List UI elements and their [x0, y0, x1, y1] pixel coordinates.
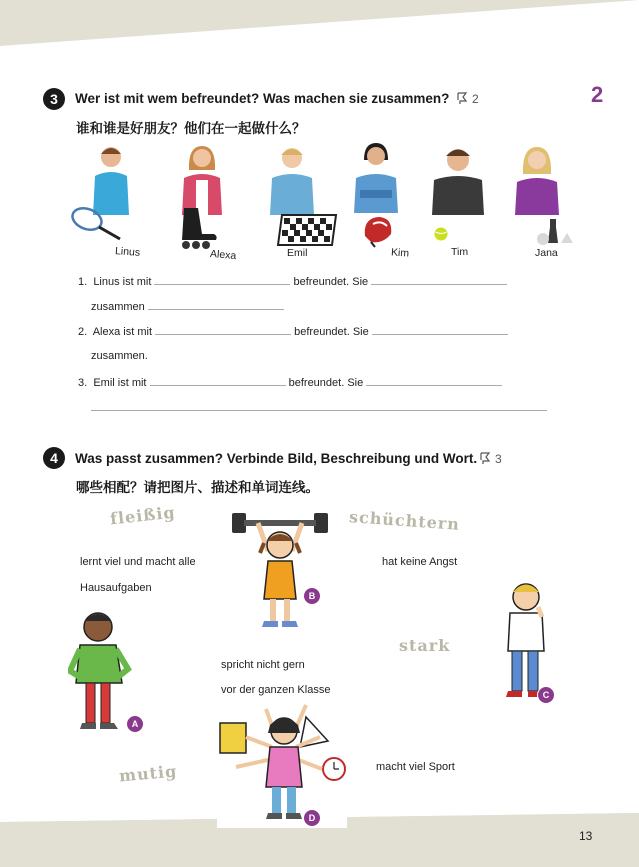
tennis-ball-icon — [434, 227, 448, 241]
sentence-number: 3. — [78, 377, 88, 389]
figure-c-boy-shy[interactable] — [498, 577, 558, 701]
exercise-4-title-cn: 哪些相配？请把图片、描述和单词连线。 — [76, 480, 319, 496]
sentence-text: Alexa ist mit — [92, 326, 152, 338]
exercise-3-audio[interactable] — [456, 92, 479, 106]
sentence-number: 1. — [78, 276, 88, 288]
audio-track-icon — [479, 452, 493, 465]
exercise-4-number: 4 — [43, 447, 65, 469]
page-number: 13 — [579, 829, 593, 843]
sentence-1-cont — [91, 299, 284, 313]
helmet-icon — [361, 214, 395, 248]
audio-track-icon — [456, 92, 470, 105]
photo-alexa — [172, 140, 232, 215]
sentence-2 — [78, 324, 508, 338]
answer-blank[interactable] — [372, 324, 508, 335]
sentence-3 — [78, 375, 502, 389]
name-label-jana: Jana — [535, 247, 558, 259]
exercise-4-audio[interactable] — [479, 452, 502, 466]
word-fleissig[interactable]: fleißig — [109, 502, 177, 529]
name-label-alexa: Alexa — [209, 247, 237, 263]
description-3-line-2[interactable]: vor der ganzen Klasse — [221, 684, 331, 696]
name-label-emil: Emil — [287, 247, 308, 259]
audio-track-number: 3 — [495, 452, 502, 466]
sentence-text: befreundet. Sie — [293, 276, 369, 288]
word-mutig[interactable]: mutig — [118, 761, 178, 786]
photo-tim — [428, 140, 488, 215]
sentence-text: befreundet. Sie — [288, 377, 364, 389]
sentence-text: befreundet. Sie — [294, 326, 369, 338]
description-2[interactable]: hat keine Angst — [382, 556, 458, 568]
badge-b: B — [303, 587, 321, 605]
audio-track-number: 2 — [472, 92, 479, 106]
tennis-racket-icon — [70, 206, 124, 242]
sentence-2-cont — [91, 350, 148, 362]
photo-emil — [262, 140, 322, 215]
sentence-text: zusammen — [91, 301, 145, 313]
description-3-line-1[interactable]: spricht nicht gern — [221, 659, 305, 671]
name-label-kim: Kim — [390, 246, 410, 260]
description-1-line-1[interactable]: lernt viel und macht alle — [80, 556, 196, 568]
unit-number: 2 — [591, 82, 604, 107]
answer-blank[interactable] — [366, 375, 502, 386]
figure-b-girl-weights[interactable] — [230, 507, 330, 635]
exercise-4-title: Was passt zusammen? Verbinde Bild, Beschreibung und Wort. — [75, 451, 478, 466]
answer-blank[interactable] — [150, 375, 286, 386]
description-1-line-2[interactable]: Hausaufgaben — [80, 582, 152, 594]
badge-a: A — [126, 715, 144, 733]
chessboard-icon — [276, 213, 338, 247]
sentence-text: Linus ist mit — [93, 276, 152, 288]
exercise-3-title: Wer ist mit wem befreundet? Was machen sie zusammen? — [75, 91, 450, 106]
figure-d-girl-busy[interactable] — [216, 697, 352, 827]
sentence-number: 2. — [78, 326, 88, 338]
description-4[interactable]: macht viel Sport — [376, 761, 455, 773]
word-schuechtern[interactable]: schüchtern — [348, 507, 461, 534]
sentence-text: zusammen. — [91, 350, 148, 362]
chess-pieces-icon — [535, 217, 575, 247]
photo-kim — [346, 138, 406, 213]
name-label-tim: Tim — [451, 246, 469, 258]
answer-line[interactable] — [91, 410, 547, 411]
photo-jana — [507, 140, 567, 215]
sentence-1 — [78, 274, 507, 288]
badge-c: C — [537, 686, 555, 704]
answer-blank[interactable] — [154, 274, 290, 285]
name-label-linus: Linus — [114, 245, 141, 259]
exercise-3-title-cn: 谁和谁是好朋友？他们在一起做什么？ — [76, 121, 306, 137]
sentence-text: Emil ist mit — [93, 377, 147, 389]
inline-skate-icon — [176, 206, 222, 250]
badge-d: D — [303, 809, 321, 827]
figure-a-boy-green[interactable] — [68, 605, 138, 735]
exercise-3-number: 3 — [43, 88, 65, 110]
answer-blank[interactable] — [148, 299, 284, 310]
answer-blank[interactable] — [371, 274, 507, 285]
photo-linus — [81, 140, 141, 215]
answer-blank[interactable] — [155, 324, 291, 335]
word-stark[interactable]: stark — [399, 636, 451, 655]
